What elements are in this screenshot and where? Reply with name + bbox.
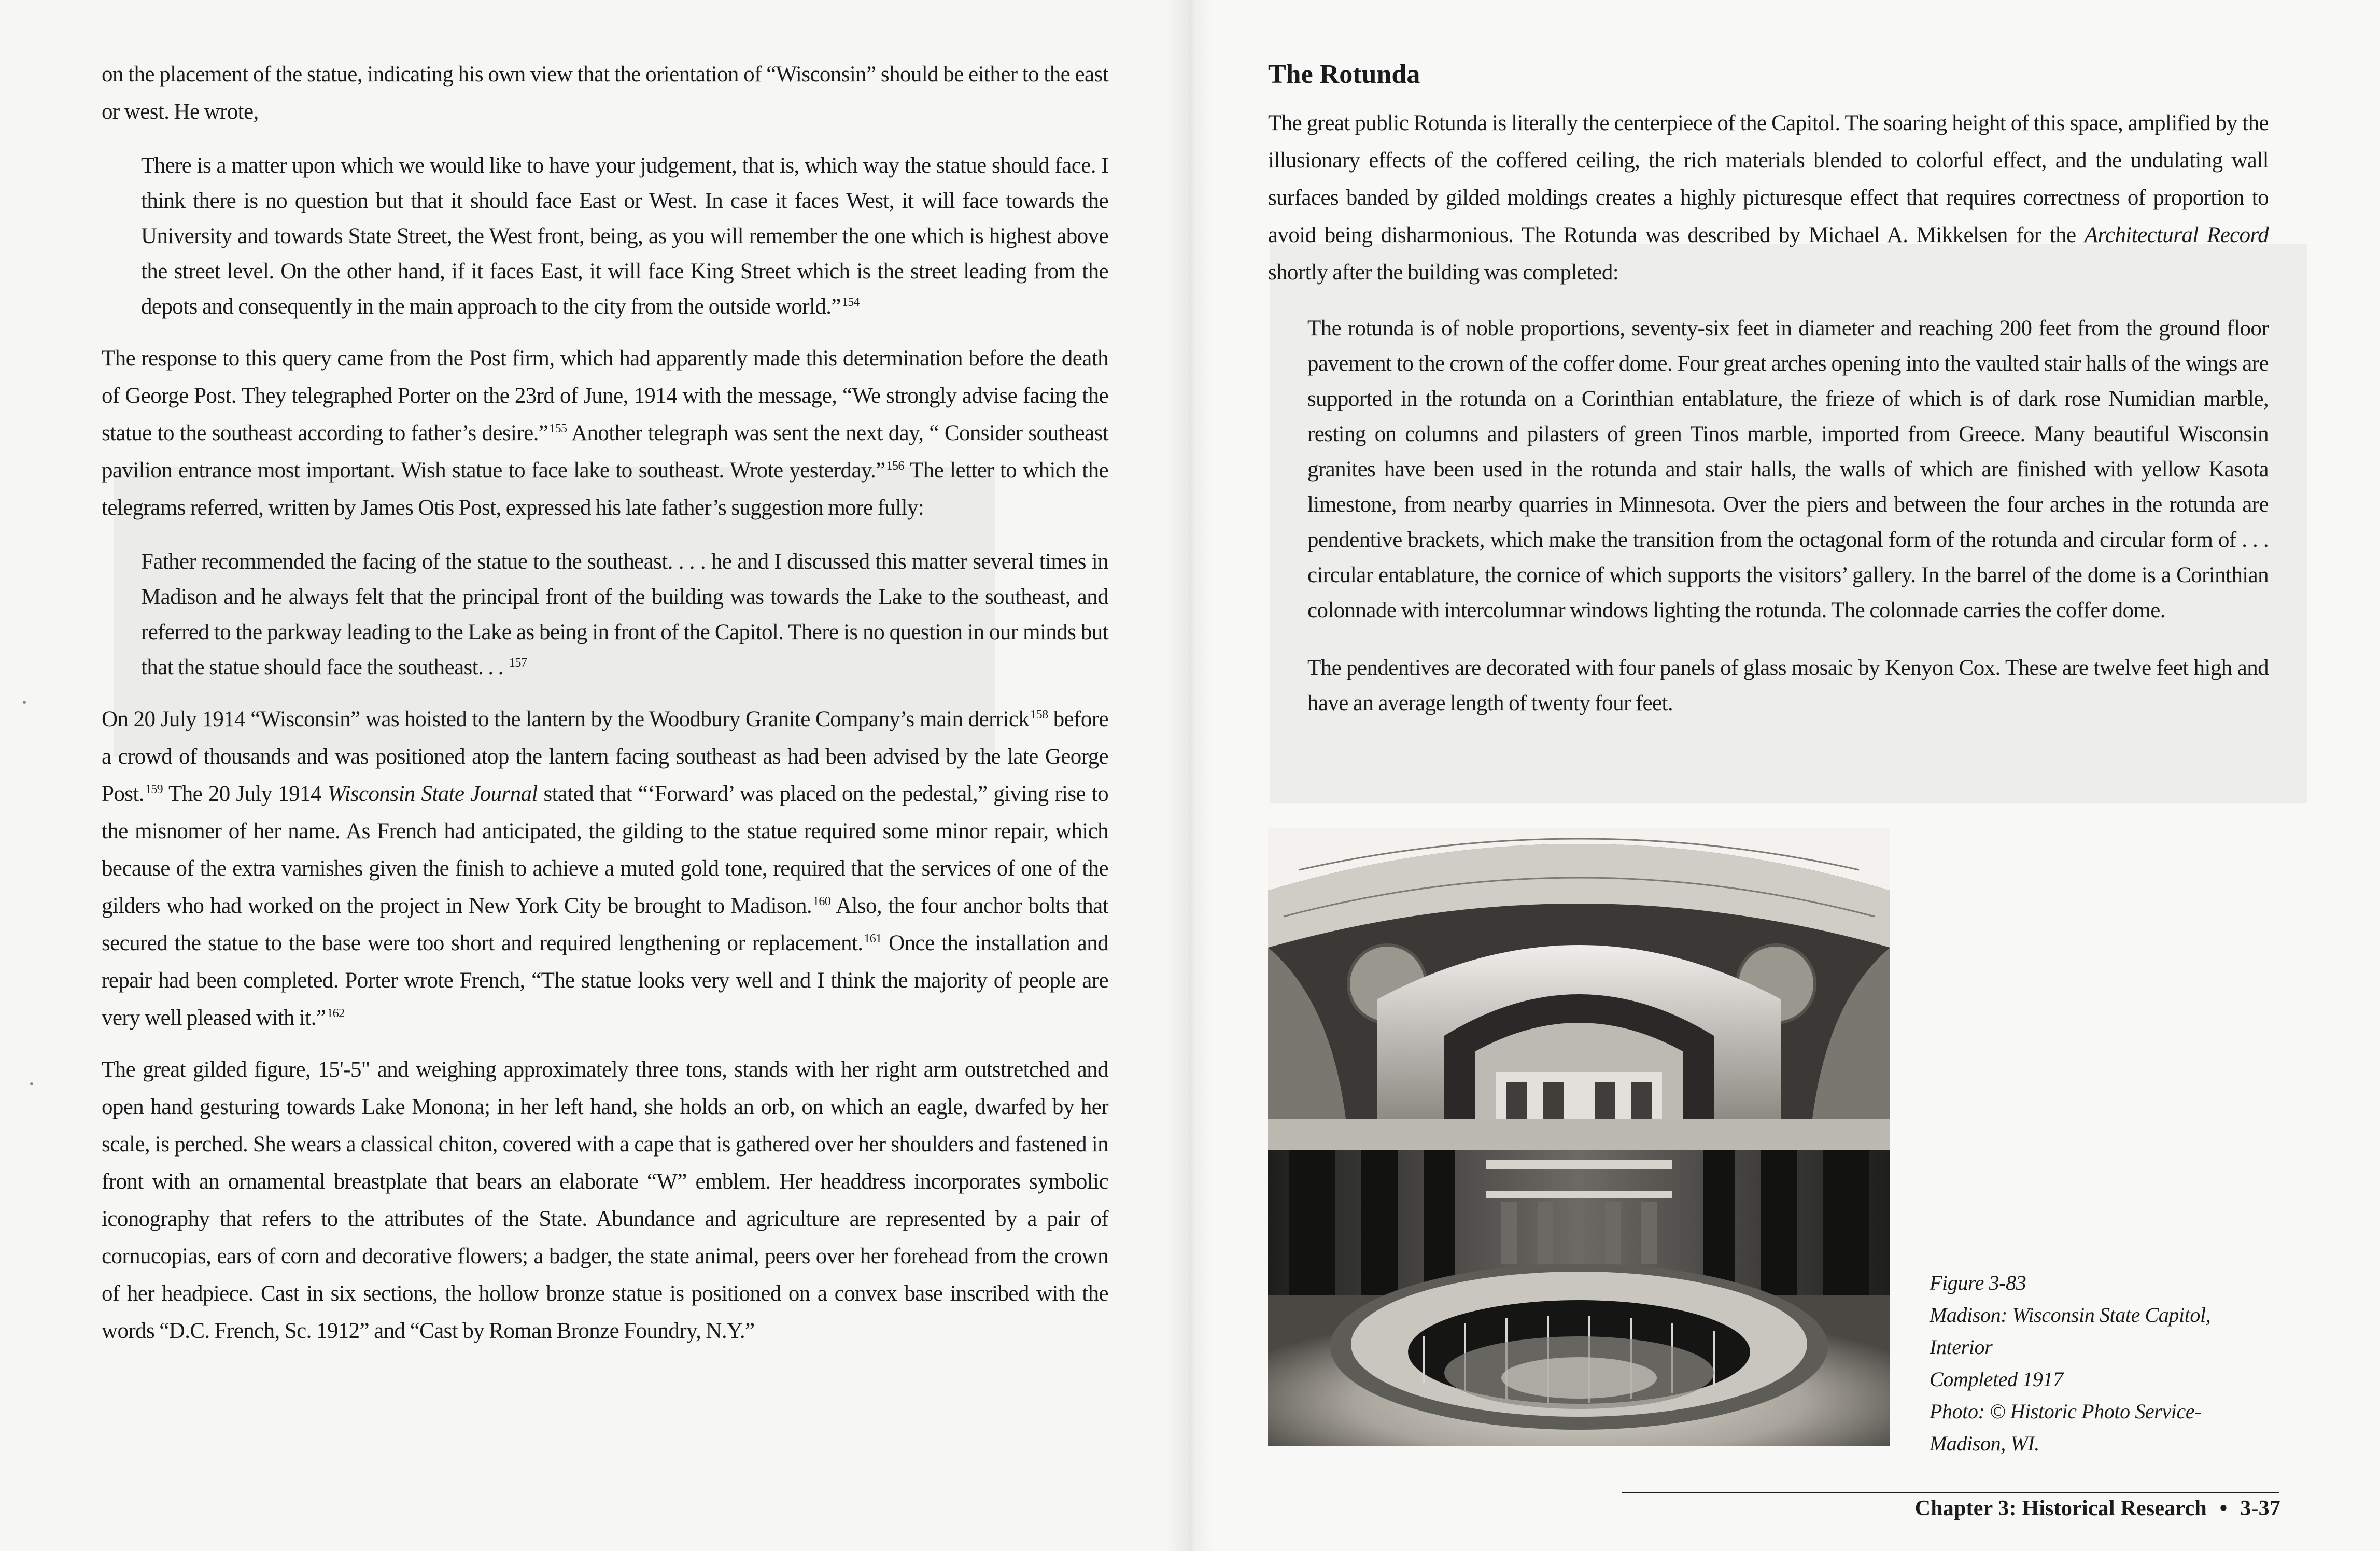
footer-rule [1622, 1492, 2279, 1493]
page-number: 3-37 [2240, 1497, 2280, 1520]
figure-caption [1930, 1267, 2292, 1460]
footnote-marker: 158 [1030, 708, 1048, 722]
footnote-marker: 155 [549, 421, 567, 435]
body-paragraph: on the placement of the statue, indicating his own view that the orientation of “Wisconsin” should be either to the east or west. He wrote, [102, 62, 1108, 124]
footnote-marker: 154 [841, 295, 860, 309]
intro-paragraph: The great public Rotunda is literally the centerpiece of the Capitol. The soaring height of this space, amplified by the illusionary effects of the coffered ceiling, the rich materials blended to colorful effect, and the undulating wall surfaces banded by gilded moldings creates a highly picturesque effect that requires correctness of proportion to avoid being disharmonious. The Rotunda was described by Michael A. Mikkelsen for the Architectural Record shortly after the building was completed: [1268, 111, 2269, 285]
body-paragraph: The great gilded figure, 15'-5" and weighing approximately three tons, stands with her right arm outstretched and open hand gesturing towards Lake Monona; in her left hand, she holds an orb, on which an eagle, dwarfed by her scale, is perched. She wears a classical chiton, covered with a cape that is gathered over her shoulders and fastened in front with an ornamental breastplate that bears an elaborate “W” emblem. Her headdress incorporates symbolic iconography that refers to the attributes of the State. Abundance and agriculture are represented by a pair of cornucopias, ears of corn and decorative flowers; a badger, the state animal, peers over her forehead from the crown of her headpiece. Cast in six sections, the hollow bronze statue is positioned on a convex base inscribed with the words “D.C. French, Sc. 1912” and “Cast by Roman Bronze Foundry, N.Y.” [102, 1058, 1108, 1343]
caption-title: Madison: Wisconsin State Capitol, [1930, 1303, 2211, 1327]
block-quote: Father recommended the facing of the statue to the southeast. . . . he and I discussed this matter several times in Madison and he always felt that the principal front of the building was towards the Lake to the southeast, and referred to the parkway leading to the Lake as being in front of the Capitol. There is no question in our minds but that the statue should face the southeast. . . $^{157}$ [141, 549, 1108, 680]
footnote-marker: 160 [813, 894, 831, 908]
footnote-marker: 159 [145, 782, 163, 796]
caption-subtitle: Interior [1930, 1335, 1993, 1359]
scan-speck [30, 1082, 33, 1085]
body-paragraph: On 20 July 1914 “Wisconsin” was hoisted to the lantern by the Woodbury Granite Company’s main derrick$^{158}$ before a crowd of thousands and was positioned atop the lantern facing southeast as had been advised by the late George Post.$^{159}$ The 20 July 1914 Wisconsin State Journal stated that “‘Forward’ was placed on the pedestal,” giving rise to the misnomer of her name. As French had anticipated, the gilding to the statue required some minor repair, which because of the extra varnishes given the finish to achieve a muted gold tone, required that the services of one of the gilders who had worked on the project in New York City be brought to Madison.$^{160}$ Also, the four anchor bolts that secured the statue to the base were too short and required lengthening or replacement.$^{161}$ Once the installation and repair had been completed. Porter wrote French, “The statue looks very well and I think the majority of people are very well pleased with it.”$^{162}$ [102, 707, 1109, 1030]
running-footer [1915, 1496, 2280, 1521]
caption-date: Completed 1917 [1930, 1367, 2063, 1391]
caption-credit-location: Madison, WI. [1930, 1432, 2039, 1455]
footnote-marker: 162 [327, 1006, 345, 1020]
italic-title: Architectural Record [2084, 223, 2269, 247]
block-quote-pendentives: The pendentives are decorated with four panels of glass mosaic by Kenyon Cox. These are twelve feet high and have an average length of twenty four feet. [1307, 656, 2269, 715]
footer-chapter: Chapter 3: Historical Research [1914, 1497, 2207, 1520]
footer-bullet: • [2219, 1497, 2228, 1520]
caption-credit: Photo: © Historic Photo Service- [1930, 1400, 2202, 1423]
footnote-marker: 157 [509, 656, 527, 670]
left-text-column [102, 56, 1108, 1364]
scan-speck [23, 701, 26, 704]
caption-figure-number: Figure 3-83 [1930, 1271, 2026, 1294]
rotunda-photo [1268, 828, 1890, 1446]
body-paragraph: The response to this query came from the Post firm, which had apparently made this determination before the death of George Post. They telegraphed Porter on the 23rd of June, 1914 with the message, “We strongly advise facing the statue to the southeast according to father’s desire.”$^{155}$ Another telegraph was sent the next day, “ Consider southeast pavilion entrance most important. Wish statue to face lake to southeast. Wrote yesterday.”$^{156}$ The letter to which the telegrams referred, written by James Otis Post, expressed his late father’s suggestion more fully: [102, 346, 1108, 520]
italic-title: Wisconsin State Journal [327, 782, 538, 806]
block-quote: There is a matter upon which we would like to have your judgement, that is, which way the statue should face. I think there is no question but that it should face East or West. In case it faces West, it will face towards the University and towards State Street, the West front, being, as you will remember the one which is highest above the street level. On the other hand, if it faces East, it will face King Street which is the street leading from the depots and consequently in the main approach to the city from the outside world.”$^{154}$ [141, 153, 1108, 319]
block-quote-rotunda: The rotunda is of noble proportions, seventy-six feet in diameter and reaching 200 feet from the ground floor pavement to the crown of the coffer dome. Four great arches opening into the vaulted stair halls of the wings are supported in the rotunda on a Corinthian entablature, the frieze of which is of dark rose Numidian marble, resting on columns and pilasters of green Tinos marble, imported from Greece. Many beautiful Wisconsin granites have been used in the rotunda and stair halls, the walls of which are finished with yellow Kasota limestone, from nearby quarries in Minnesota. Over the piers and between the four arches in the rotunda are pendentive brackets, which make the transition from the octagonal form of the rotunda and circular form of . . . circular entablature, the cornice of which supports the visitors’ gallery. In the barrel of the dome is a Corinthian colonnade with intercolumnar windows lighting the rotunda. The colonnade carries the coffer dome. [1307, 316, 2269, 623]
right-text-column [1268, 56, 2269, 743]
page-gutter [1166, 0, 1213, 1551]
footnote-marker: 156 [886, 459, 904, 473]
footnote-marker: 161 [864, 932, 882, 946]
section-heading: The Rotunda [1268, 60, 1420, 89]
